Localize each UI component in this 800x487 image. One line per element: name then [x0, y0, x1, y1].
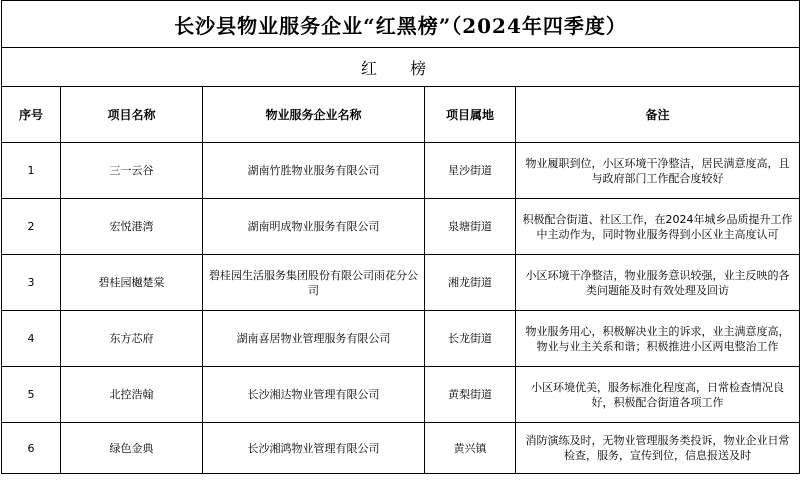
cell-remark: 消防演练及时，无物业管理服务类投诉，物业企业日常检查，服务，宣传到位，信息报送及时 [516, 423, 800, 474]
header-remark: 备注 [516, 87, 800, 143]
cell-remark: 小区环境干净整洁，物业服务意识较强，业主反映的各类问题能及时有效处理及回访 [516, 255, 800, 311]
header-company: 物业服务企业名称 [203, 87, 425, 143]
cell-location: 黄兴镇 [425, 423, 516, 474]
ranking-table [1, 0, 800, 474]
cell-index: 4 [2, 311, 61, 367]
cell-company: 湖南明成物业服务有限公司 [203, 199, 425, 255]
table-row [2, 143, 800, 199]
cell-remark: 物业服务用心，积极解决业主的诉求，业主满意度高，物业与业主关系和谐；积极推进小区两电整治工作 [516, 311, 800, 367]
header-row [2, 87, 800, 143]
cell-remark: 物业履职到位，小区环境干净整洁，居民满意度高，且与政府部门工作配合度较好 [516, 143, 800, 199]
header-project: 项目名称 [61, 87, 203, 143]
table-row [2, 255, 800, 311]
cell-project: 宏悦港湾 [61, 199, 203, 255]
cell-index: 5 [2, 367, 61, 423]
cell-index: 1 [2, 143, 61, 199]
title-row [2, 1, 800, 48]
cell-index: 6 [2, 423, 61, 474]
cell-project: 东方芯府 [61, 311, 203, 367]
table-row [2, 367, 800, 423]
cell-index: 2 [2, 199, 61, 255]
cell-company: 长沙湘鸿物业管理有限公司 [203, 423, 425, 474]
cell-location: 长龙街道 [425, 311, 516, 367]
cell-location: 泉塘街道 [425, 199, 516, 255]
header-location: 项目属地 [425, 87, 516, 143]
cell-location: 黄梨街道 [425, 367, 516, 423]
header-index: 序号 [2, 87, 61, 143]
cell-remark: 积极配合街道、社区工作，在2024年城乡品质提升工作中主动作为，同时物业服务得到小区业主高度认可 [516, 199, 800, 255]
table-row [2, 311, 800, 367]
cell-project: 绿色金典 [61, 423, 203, 474]
cell-location: 星沙街道 [425, 143, 516, 199]
cell-project: 碧桂园樾楚棠 [61, 255, 203, 311]
cell-company: 长沙湘达物业管理有限公司 [203, 367, 425, 423]
table-row [2, 423, 800, 474]
table-row [2, 199, 800, 255]
cell-company: 碧桂园生活服务集团股份有限公司雨花分公司 [203, 255, 425, 311]
cell-location: 湘龙街道 [425, 255, 516, 311]
cell-company: 湖南喜居物业管理服务有限公司 [203, 311, 425, 367]
cell-project: 三一云谷 [61, 143, 203, 199]
cell-index: 3 [2, 255, 61, 311]
section-row [2, 48, 800, 87]
cell-project: 北控浩翰 [61, 367, 203, 423]
section-heading: 红 榜 [2, 48, 800, 87]
cell-remark: 小区环境优美，服务标准化程度高，日常检查情况良好，积极配合街道各项工作 [516, 367, 800, 423]
table-title: 长沙县物业服务企业“红黑榜”（2024年四季度） [2, 1, 800, 48]
cell-company: 湖南竹胜物业服务有限公司 [203, 143, 425, 199]
